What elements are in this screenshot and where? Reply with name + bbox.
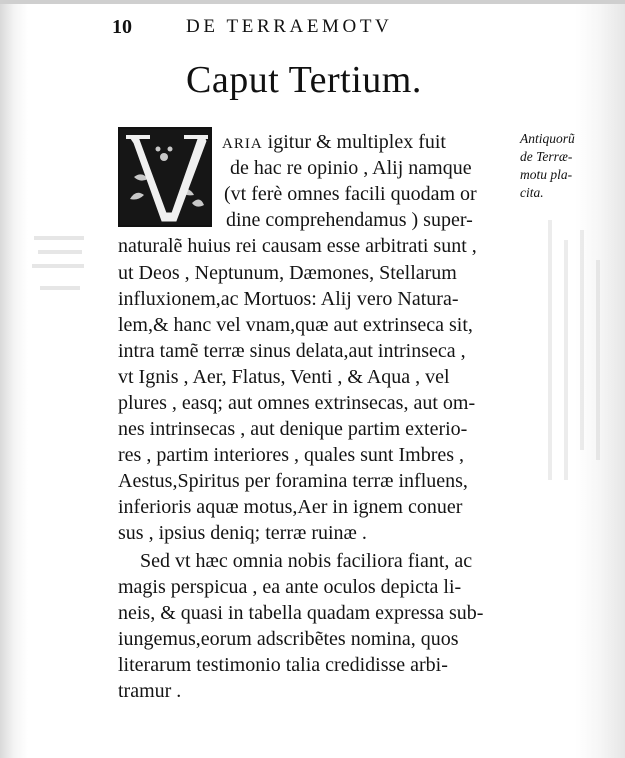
- decorated-initial-v: [118, 127, 212, 227]
- margin-note-line: motu pla-: [520, 167, 573, 182]
- text-line: [222, 131, 446, 154]
- text-line: vt Ignis , Aer, Flatus, Venti , & Aqua , vel: [118, 366, 450, 388]
- text-line: Aestus,Spiritus per foramina terræ influens,: [118, 470, 468, 492]
- text-line: iungemus,eorum adscribẽtes nomina, quos: [118, 628, 459, 650]
- margin-note-line: Antiquorũ: [520, 131, 575, 146]
- margin-note-line: de Terræ-: [520, 149, 573, 164]
- small-caps-lead: ARIA: [222, 136, 263, 152]
- show-through-right: [540, 220, 610, 500]
- margin-note-line: cita.: [520, 185, 544, 200]
- text-line: nes intrinsecas , aut denique partim exterio-: [118, 418, 468, 440]
- text-line: neis, & quasi in tabella quadam expressa sub-: [118, 602, 484, 624]
- top-edge: [0, 0, 625, 4]
- text-line: intra tamẽ terræ sinus delata,aut intrinseca ,: [118, 340, 466, 362]
- text-line: literarum testimonio talia credidisse arbi-: [118, 654, 448, 676]
- text-line: de hac re opinio , Alij namque: [230, 157, 472, 179]
- floral-ornament-icon: [120, 129, 210, 225]
- text-line: naturalẽ huius rei causam esse arbitrati sunt ,: [118, 235, 477, 257]
- page-header: [108, 14, 528, 40]
- text-line: plures , easq; aut omnes extrinsecas, aut om-: [118, 392, 476, 414]
- text-line: Sed vt hæc omnia nobis faciliora fiant, ac: [140, 550, 473, 572]
- chapter-title: Caput Tertium.: [186, 59, 422, 101]
- running-title: DE TERRAEMOTV: [186, 16, 393, 37]
- text-line: tramur .: [118, 680, 182, 702]
- show-through-left: [30, 228, 90, 318]
- text-line: magis perspicua , ea ante oculos depicta li-: [118, 576, 462, 598]
- text-line: sus , ipsius deniq; terræ ruinæ .: [118, 522, 367, 544]
- margin-note: [520, 130, 590, 202]
- text-line: res , partim interiores , quales sunt Imbres ,: [118, 444, 465, 466]
- text-line: (vt ferè omnes facili quodam or: [224, 183, 477, 205]
- text-line-rest: igitur & multiplex fuit: [262, 131, 446, 153]
- text-line: ut Deos , Neptunum, Dæmones, Stellarum: [118, 262, 457, 284]
- text-line: influxionem,ac Mortuos: Alij vero Natura-: [118, 288, 459, 310]
- text-line: dine comprehendamus ) super-: [226, 209, 473, 231]
- page-number: 10: [112, 16, 132, 38]
- text-line: lem,& hanc vel vnam,quæ aut extrinseca sit,: [118, 314, 473, 336]
- text-line: inferioris aquæ motus,Aer in ignem conuer: [118, 496, 463, 518]
